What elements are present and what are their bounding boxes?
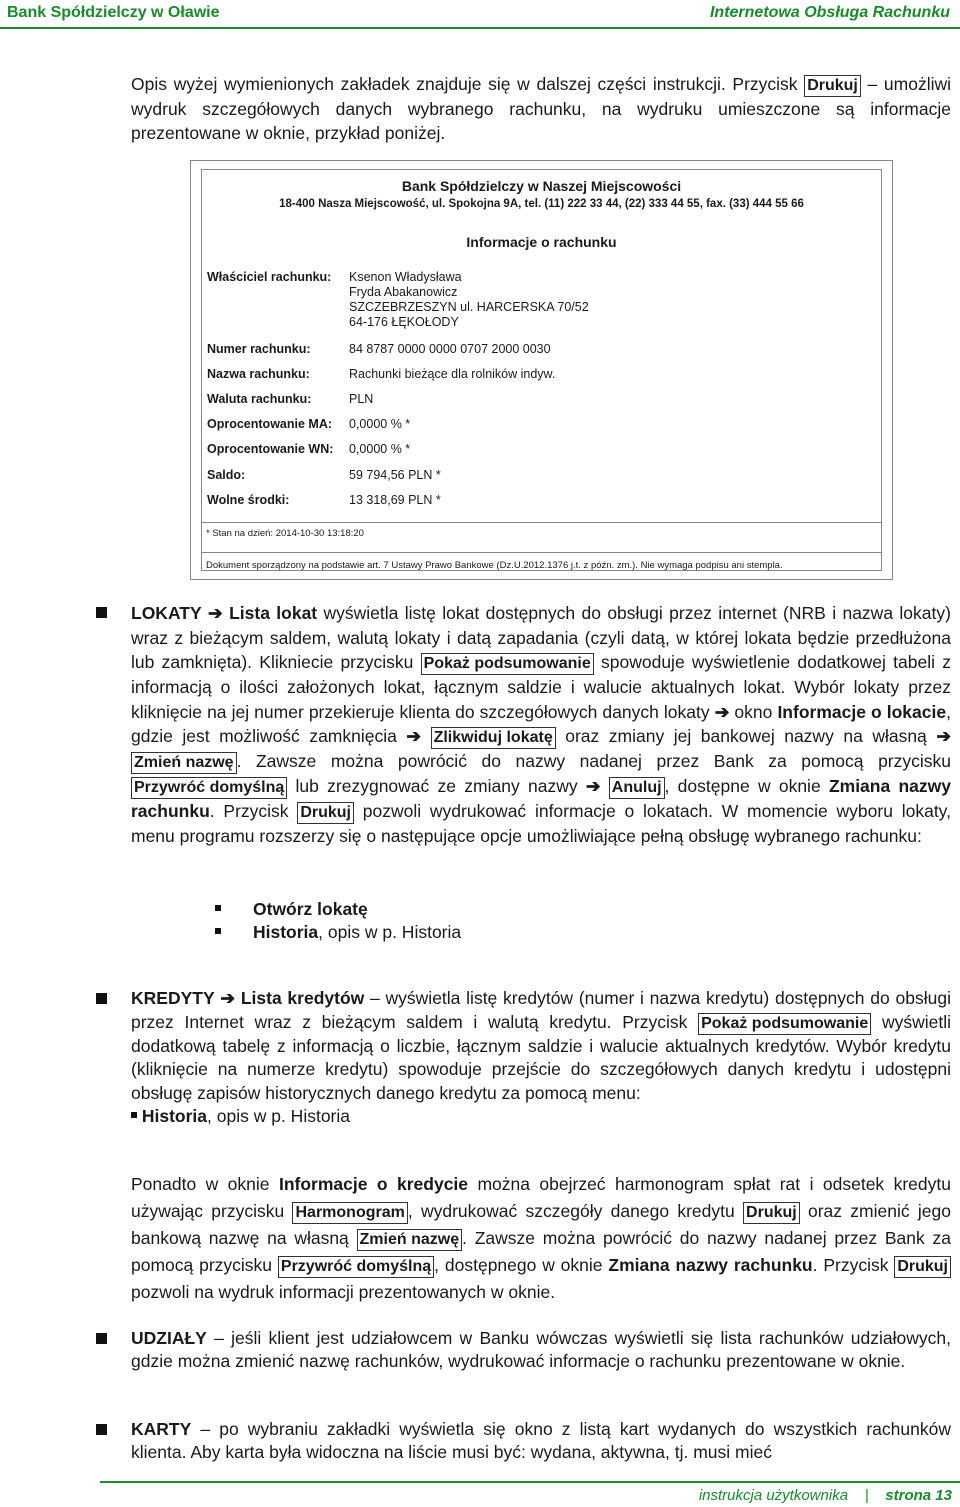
doc-address: 18-400 Nasza Miejscowość, ul. Spokojna 9A, tel. (11) 222 33 44, (22) 333 44 55, fax. (33) 444 55 66 bbox=[279, 198, 804, 210]
doc-heading: Informacje o rachunku bbox=[466, 234, 617, 250]
karty-section: KARTY – po wybraniu zakładki wyświetla się okno z listą kart wydanych do wszystkich rachunków klienta. Aby karta była widoczna na liście musi być: wydana, aktywna, tj. musi mieć bbox=[131, 1419, 951, 1462]
udzialy-section: UDZIAŁY – jeśli klient jest udziałowcem w Banku wówczas wyświetli się lista rachunków udziałowych, gdzie można zmienić nazwę rachunków, wydrukować informacje o rachunku prezentowane w oknie. bbox=[131, 1328, 951, 1371]
bullet-icon bbox=[96, 993, 107, 1004]
list-item: Historia, opis w p. Historia bbox=[215, 920, 461, 944]
kredyty-details-paragraph: Ponadto w oknie Informacje o kredycie można obejrzeć harmonogram spłat rat i odsetek kredytu używając przycisku Harmonogram , wydrukować szczegóły danego kredytu Drukuj oraz zmienić jego bankową nazwę na własną Zmień nazwę . Zawsze można powrócić do nazwy nadanej przez Bank za pomocą przycisku Przywróć domyślną , dostępnego w oknie Zmiana nazwy rachunku. Przycisk Drukuj pozwoli na wydruk informacji prezentowanych w oknie. bbox=[131, 1174, 951, 1302]
page-number: strona 13 bbox=[885, 1487, 952, 1504]
doc-divider bbox=[202, 552, 881, 553]
doc-bank-name: Bank Spółdzielczy w Naszej Miejscowości bbox=[401, 178, 682, 194]
kredyty-section: KREDYTY ➔ Lista kredytów – wyświetla listę kredytów (numer i nazwa kredytu) dostępnych do obsługi przez Internet wraz z bieżącym saldem i walutą kredytu. Przycisk Pokaż podsumowanie wyświetli dodatkową tabelę z informacją o liczbie, łącznym saldzie i walucie aktualnych kredytów. Wybór kredytu (kliknięcie na numerze kredytu) spowoduje przejście do szczegółowych danych kredytu i udostępni obsługę zapisów historycznych danego kredytu za pomocą menu: Historia, opis w p. Historia bbox=[131, 988, 951, 1126]
przywroc-domyslna-button: Przywróć domyślną bbox=[131, 777, 287, 799]
bullet-icon bbox=[96, 1424, 107, 1435]
anuluj-button: Anuluj bbox=[609, 777, 665, 799]
arrow-icon: ➔ bbox=[936, 726, 951, 746]
bullet-icon bbox=[96, 1333, 107, 1344]
intro-paragraph: Opis wyżej wymienionych zakładek znajduje się w dalszej części instrukcji. Przycisk Drukuj – umożliwi wydruk szczegółowych danych wybranego rachunku, na wydruku umieszczone są informacje prezentowane w oknie, przykład poniżej. bbox=[131, 74, 951, 143]
print-preview-frame: Bank Spółdzielczy w Naszej Miejscowości 18-400 Nasza Miejscowość, ul. Spokojna 9A, tel. (11) 222 33 44, (22) 333 44 55, fax. (33) 444 55 66 Informacje o rachunku Właściciel rachunku: Ksenon Władysława Fryda Abakanowicz SZCZEBRZESZYN ul. HARCERSKA 70/52 64-176 ŁĘKOŁODY Numer rachunku: 84 8787 0000 0000 0707 2000 0030 Nazwa rachunku: Rachunki bieżące dla rolników indyw. Waluta rachunku: PLN Oprocentowanie MA: 0,0000 % * Oprocentowanie WN: 0,0000 % * Saldo: 59 794,56 PLN * Wolne środki: 13 318,69 PLN * * Stan na dzień: 2014-10-30 13:18:20 Dokument sporządzony na podstawie art. 7 Ustawy Prawo Bankowe (Dz.U.2012.1376 j.t. z późn. zm.). Nie wymaga podpisu ani stempla. bbox=[201, 169, 882, 571]
header-divider bbox=[0, 27, 960, 29]
arrow-icon: ➔ bbox=[714, 701, 730, 722]
drukuj-button: Drukuj bbox=[894, 1256, 951, 1278]
list-item: Otwórz lokatę bbox=[215, 897, 368, 921]
arrow-icon: ➔ bbox=[585, 776, 601, 796]
square-bullet-icon bbox=[215, 905, 221, 911]
footer-divider bbox=[100, 1481, 960, 1483]
square-bullet-icon bbox=[215, 928, 221, 934]
zlikwiduj-lokate-button: Zlikwiduj lokatę bbox=[431, 727, 556, 749]
doc-balance-date: * Stan na dzień: 2014-10-30 13:18:20 bbox=[206, 528, 364, 539]
doc-title: Internetowa Obsługa Rachunku bbox=[709, 4, 950, 21]
print-preview bbox=[190, 160, 893, 580]
arrow-icon: ➔ bbox=[220, 988, 236, 1008]
zmien-nazwe-button: Zmień nazwę bbox=[131, 752, 237, 774]
doc-legal-note: Dokument sporządzony na podstawie art. 7 Ustawy Prawo Bankowe (Dz.U.2012.1376 j.t. z późn. zm.). Nie wymaga podpisu ani stempla. bbox=[206, 560, 783, 571]
bullet-icon bbox=[96, 607, 107, 618]
zmien-nazwe-button: Zmień nazwę bbox=[357, 1229, 463, 1251]
square-bullet-icon bbox=[131, 1112, 137, 1118]
doc-divider bbox=[202, 522, 881, 523]
pokaz-podsumowanie-button: Pokaż podsumowanie bbox=[698, 1013, 871, 1035]
pokaz-podsumowanie-button: Pokaż podsumowanie bbox=[421, 653, 594, 675]
harmonogram-button: Harmonogram bbox=[292, 1202, 407, 1224]
drukuj-button: Drukuj bbox=[743, 1202, 800, 1224]
arrow-icon: ➔ bbox=[208, 603, 223, 623]
drukuj-button: Drukuj bbox=[297, 802, 354, 824]
przywroc-domyslna-button: Przywróć domyślną bbox=[278, 1256, 434, 1278]
page-header bbox=[0, 0, 960, 28]
lokaty-section: LOKATY ➔ Lista lokat wyświetla listę lokat dostępnych do obsługi przez internet (NRB i nazwa lokaty) wraz z bieżącym saldem, walutą lokaty i datą zapadania (czyli datą, w której lokata będzie przedłużona lub zamknięta). Klikniecie przycisku Pokaż podsumowanie spowoduje wyświetlenie dodatkowej tabeli z informacją o ilości założonych lokat, łącznym saldzie i walucie aktualnych lokat. Wybór lokaty przez kliknięcie na jej numer przekieruje klienta do szczegółowych danych lokaty ➔ okno Informacje o lokacie, gdzie jest możliwość zamknięcia ➔ Zlikwiduj lokatę oraz zmiany jej bankowej nazwy na własną ➔ Zmień nazwę . Zawsze można powrócić do nazwy nadanej przez Bank za pomocą przycisku Przywróć domyślną lub zrezygnować ze zmiany nazwy ➔ Anuluj , dostępne w oknie Zmiana nazwy rachunku. Przycisk Drukuj pozwoli wydrukować informacje o lokatach. W momencie wyboru lokaty, menu programu rozszerzy się o następujące opcje umożliwiające pełną obsługę wybranego rachunku: bbox=[131, 603, 951, 846]
page-footer: instrukcja użytkownika | strona 13 bbox=[698, 1487, 952, 1504]
drukuj-button: Drukuj bbox=[804, 75, 861, 97]
bank-name: Bank Spółdzielczy w Oławie bbox=[7, 4, 220, 21]
arrow-icon: ➔ bbox=[406, 726, 422, 746]
